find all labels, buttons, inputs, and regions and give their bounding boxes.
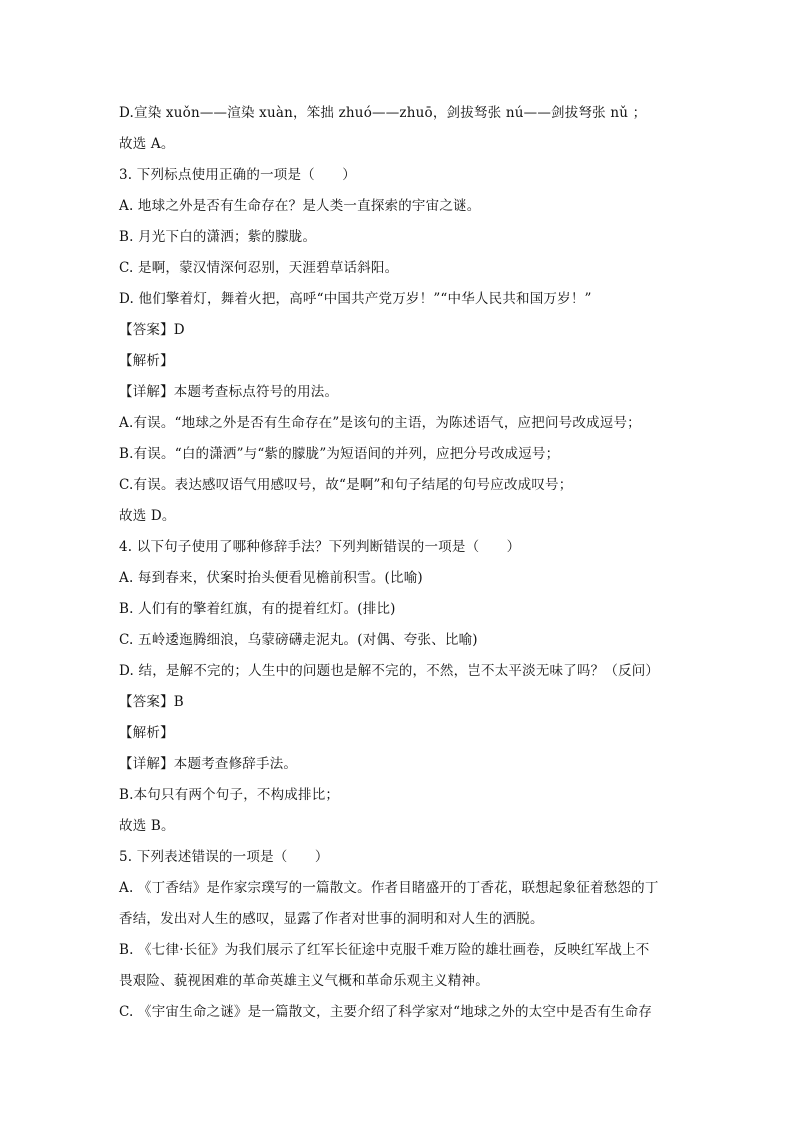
option-c: C. 是啊，蒙汉情深何忍别，天涯碧草话斜阳。 [119, 260, 399, 276]
text-line: 畏艰险、藐视困难的革命英雄主义气概和革命乐观主义精神。 [119, 973, 489, 989]
option-a: A. 《丁香结》是作家宗璞写的一篇散文。作者目睹盛开的丁香花，联想起象征着愁怨的丁 [119, 880, 659, 896]
option-b: B. 《七律·长征》为我们展示了红军长征途中克服千难万险的雄壮画卷，反映红军战上不 [119, 942, 650, 958]
analysis-label: 【解析】 [119, 725, 174, 741]
question-title: 3. 下列标点使用正确的一项是（ ） [119, 167, 356, 183]
option-d: D. 结，是解不完的；人生中的问题也是解不完的，不然，岂不太平淡无味了吗？（反问） [119, 663, 660, 679]
question-title: 5. 下列表述错误的一项是（ ） [119, 849, 329, 865]
text-line: A.有误。“地球之外是否有生命存在”是该句的主语，为陈述语气，应把问号改成逗号； [119, 415, 641, 431]
text-line: 故选 D。 [119, 508, 176, 524]
text-line: 香结，发出对人生的感叹，显露了作者对世事的洞明和对人生的洒脱。 [119, 911, 544, 927]
text-line: C.有误。表达感叹语气用感叹号，故“是啊”和句子结尾的句号应改成叹号； [119, 477, 573, 493]
option-a: A. 每到春来，伏案时抬头便看见檐前积雪。(比喻) [119, 570, 423, 586]
option-d: D. 他们擎着灯，舞着火把，高呼“中国共产党万岁！”“中华人民共和国万岁！” [119, 291, 592, 307]
question-title: 4. 以下句子使用了哪种修辞手法？下列判断错误的一项是（ ） [119, 539, 521, 555]
option-b: B. 月光下白的潇洒；紫的朦胧。 [119, 229, 317, 245]
text-line: 故选 B。 [119, 818, 175, 834]
analysis-label: 【解析】 [119, 353, 174, 369]
text-line: D.宣染 xuǒn——渲染 xuàn，笨拙 zhuó——zhuō，剑拔驽张 nú——剑拔弩张 nǔ ； [119, 105, 647, 121]
answer-label: 【答案】D [119, 322, 185, 338]
option-c: C. 《宇宙生命之谜》是一篇散文，主要介绍了科学家对“地球之外的太空中是否有生命存 [119, 1004, 653, 1020]
detail-label: 【详解】本题考查修辞手法。 [119, 756, 298, 772]
answer-label: 【答案】B [119, 694, 184, 710]
option-a: A. 地球之外是否有生命存在？是人类一直探索的宇宙之谜。 [119, 198, 481, 214]
option-b: B. 人们有的擎着红旗，有的提着红灯。(排比) [119, 601, 396, 617]
option-c: C. 五岭逶迤腾细浪，乌蒙磅礴走泥丸。(对偶、夸张、比喻) [119, 632, 478, 648]
detail-label: 【详解】本题考查标点符号的用法。 [119, 384, 339, 400]
text-line: B.有误。“白的潇洒”与“紫的朦胧”为短语间的并列，应把分号改成逗号； [119, 446, 560, 462]
text-line: B.本句只有两个句子，不构成排比； [119, 787, 340, 803]
text-line: 故选 A。 [119, 136, 175, 152]
